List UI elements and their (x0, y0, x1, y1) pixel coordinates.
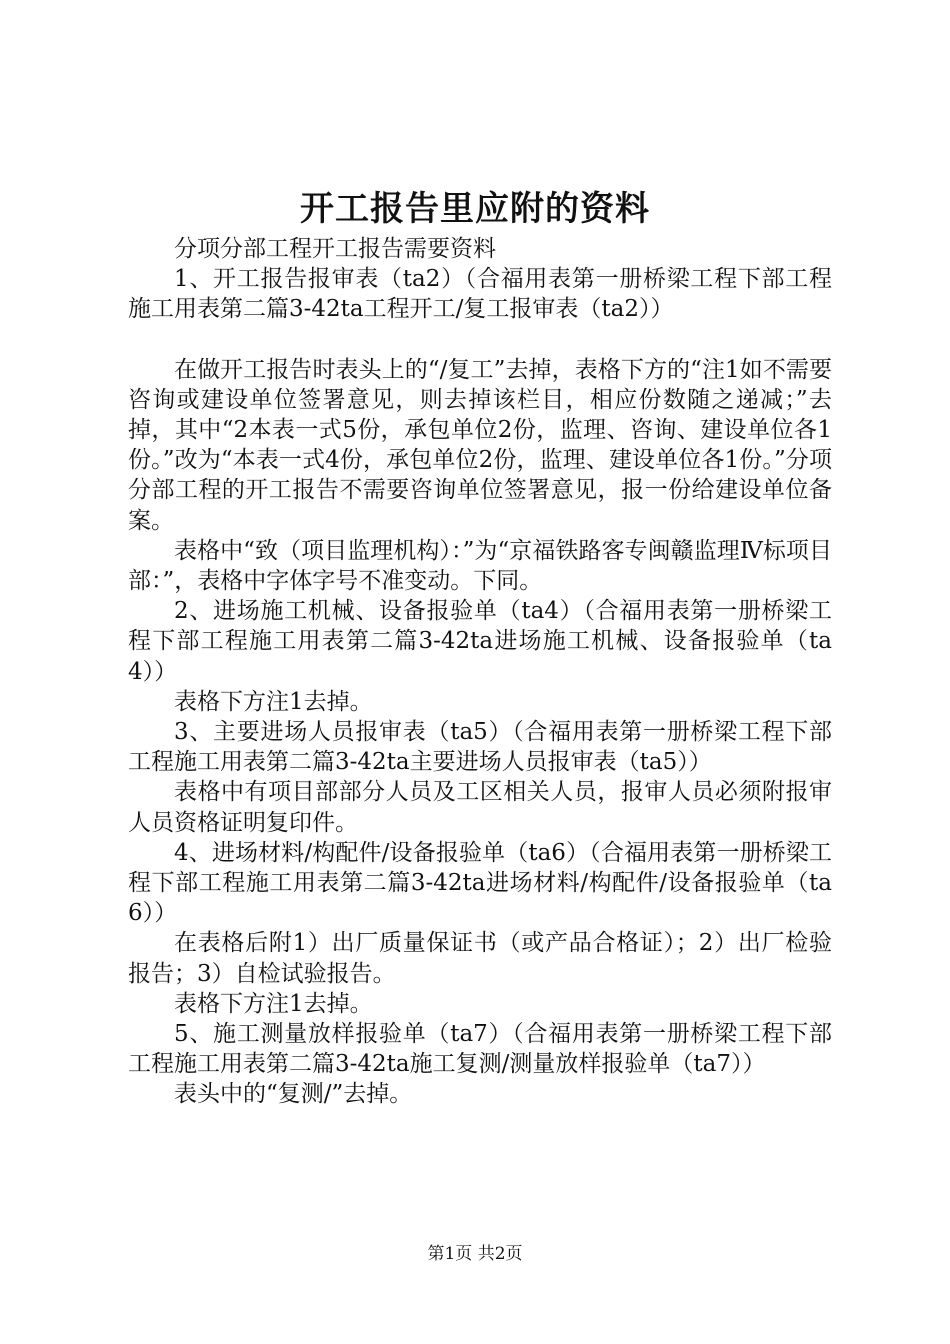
paragraph: 3、主要进场人员报审表（ta5）（合福用表第一册桥梁工程下部工程施工用表第二篇3-42ta主要进场人员报审表（ta5）） (128, 719, 832, 776)
paragraph: 表格中有项目部部分人员及工区相关人员，报审人员必须附报审人员资格证明复印件。 (128, 779, 832, 836)
paragraph: 1、开工报告报审表（ta2）（合福用表第一册桥梁工程下部工程施工用表第二篇3-42ta工程开工/复工报审表（ta2）） (128, 266, 832, 323)
document-body (128, 234, 832, 1110)
paragraph: 在做开工报告时表头上的“/复工”去掉，表格下方的“注1如不需要咨询或建设单位签署意见，则去掉该栏目，相应份数随之递减；”去掉，其中“2本表一式5份，承包单位2份，监理、咨询、建设单位各1份。”改为“本表一式4份，承包单位2份，监理、建设单位各1份。”分项分部工程的开工报告不需要咨询单位签署意见，报一份给建设单位备案。 (128, 356, 832, 534)
paragraph: 表格下方注1去掉。 (174, 990, 373, 1017)
paragraph: 表格下方注1去掉。 (174, 688, 373, 715)
paragraph: 2、进场施工机械、设备报验单（ta4）（合福用表第一册桥梁工程下部工程施工用表第二篇3-42ta进场施工机械、设备报验单（ta4）） (128, 598, 832, 685)
document-title: 开工报告里应附的资料 (300, 189, 650, 229)
paragraph: 4、进场材料/构配件/设备报验单（ta6）（合福用表第一册桥梁工程下部工程施工用表第二篇3-42ta进场材料/构配件/设备报验单（ta6）） (128, 839, 832, 927)
paragraph: 表格中“致（项目监理机构）：”为“京福铁路客专闽赣监理Ⅳ标项目部：”，表格中字体字号不准变动。下同。 (128, 537, 832, 595)
page-number-footer: 第1页 共2页 (427, 1244, 523, 1264)
paragraph: 在表格后附1）出厂质量保证书（或产品合格证）；2）出厂检验报告；3）自检试验报告。 (128, 930, 832, 987)
paragraph: 5、施工测量放样报验单（ta7）（合福用表第一册桥梁工程下部工程施工用表第二篇3-42ta施工复测/测量放样报验单（ta7）） (128, 1021, 832, 1078)
paragraph: 分项分部工程开工报告需要资料 (174, 236, 496, 262)
blank-line (128, 325, 832, 355)
paragraph: 表头中的“复测/”去掉。 (174, 1081, 413, 1108)
